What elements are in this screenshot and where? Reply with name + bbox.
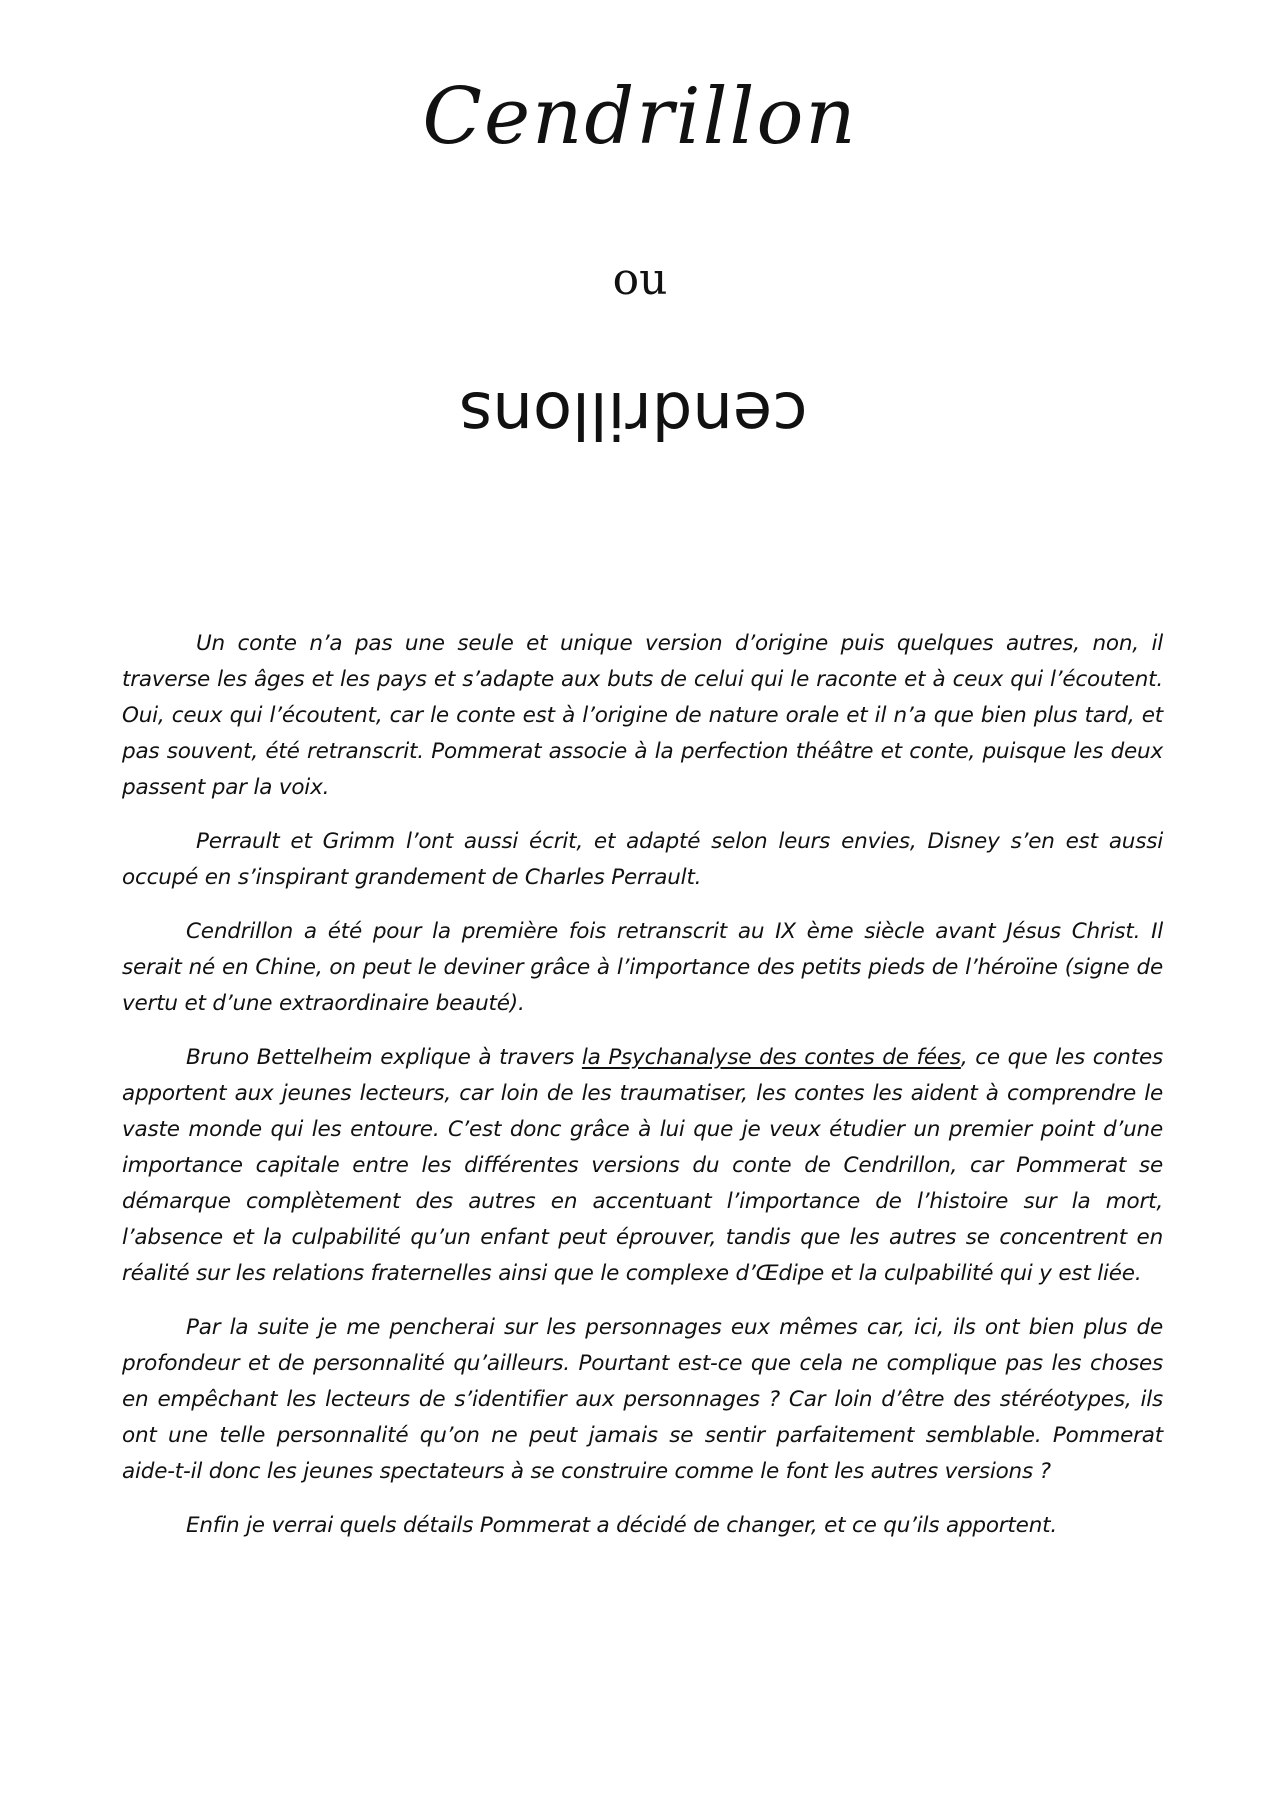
paragraph-conclusion: Enfin je verrai quels détails Pommerat a décidé de changer, et ce qu’ils apportent. — [186, 1513, 1057, 1538]
paragraph-bettelheim-before: Bruno Bettelheim explique à travers — [186, 1045, 582, 1070]
flipped-title: cendrillons — [458, 377, 808, 451]
paragraph-intro: Un conte n’a pas une seule et unique version d’origine puis quelques autres, non, il traverse les âges et les pays et s’adapte aux buts de celui qui le raconte et à ceux qui l’écoutent. Oui, ceux qui l’écoutent, car le conte est à l’origine de nature orale et il n’a que bien plus tard, et pas souvent, été retranscrit. Pommerat associe à la perfection théâtre et conte, puisque les deux passent par la voix. — [122, 631, 1163, 800]
flipped-title-wrapper — [0, 377, 1280, 451]
body-text — [122, 626, 1163, 1562]
paragraph-perrault-grimm: Perrault et Grimm l’ont aussi écrit, et adapté selon leurs envies, Disney s’en est aussi occupé en s’inspirant grandement de Charles Perrault. — [122, 829, 1163, 890]
title-connector: ou — [612, 254, 668, 305]
paragraph-bettelheim — [122, 1040, 1163, 1292]
page-title: Cendrillon — [422, 72, 858, 162]
paragraph-characters: Par la suite je me pencherai sur les personnages eux mêmes car, ici, ils ont bien plus de profondeur et de personnalité qu’ailleurs. Pourtant est-ce que cela ne complique pas les choses en empêchant les lecteurs de s’identifier aux personnages ? Car loin d’être des stéréotypes, ils ont une telle personnalité qu’on ne peut jamais se sentir parfaitement semblable. Pommerat aide-t-il donc les jeunes spectateurs à se construire comme le font les autres versions ? — [122, 1315, 1163, 1484]
paragraph-bettelheim-after: , ce que les contes apportent aux jeunes lecteurs, car loin de les traumatiser, les contes les aident à comprendre le vaste monde qui les entoure. C’est donc grâce à lui que je veux étudier un premier point d’une importance capitale entre les différentes versions du conte de Cendrillon, car Pommerat se démarque complètement des autres en accentuant l’importance de l’histoire sur la mort, l’absence et la culpabilité qu’un enfant peut éprouver, tandis que les autres se concentrent en réalité sur les relations fraternelles ainsi que le complexe d’Œdipe et la culpabilité qui y est liée. — [122, 1045, 1163, 1286]
paragraph-origin: Cendrillon a été pour la première fois retranscrit au IX ème siècle avant Jésus Christ. Il serait né en Chine, on peut le deviner grâce à l’importance des petits pieds de l’héroïne (signe de vertu et d’une extraordinaire beauté). — [122, 919, 1163, 1016]
book-title-underlined: la Psychanalyse des contes de fées — [581, 1045, 961, 1070]
